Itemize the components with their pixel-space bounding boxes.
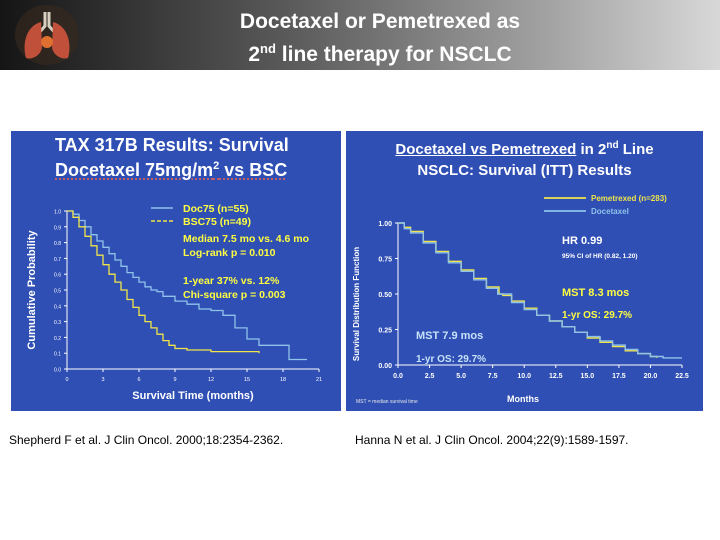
- left-title-line-1: TAX 317B Results: Survival: [55, 135, 289, 155]
- right-x-tick-label: 17.5: [612, 373, 626, 380]
- lungs-icon: [14, 4, 80, 66]
- left-x-tick-label: 21: [315, 377, 323, 383]
- title-line-2-sup: nd: [260, 41, 276, 56]
- left-x-tick-label: 9: [173, 377, 177, 383]
- right-x-tick-label: 0.0: [393, 373, 403, 380]
- left-title-line-2-sup: 2: [213, 160, 220, 172]
- left-y-tick-label: 0.2: [54, 335, 61, 342]
- left-annotation: 1-year 37% vs. 12%: [183, 275, 280, 287]
- right-ci-label: 95% CI of HR (0.82, 1.20): [562, 253, 638, 260]
- left-title-line-2-post: vs BSC: [219, 160, 288, 180]
- right-title-line-2: NSCLC: Survival (ITT) Results: [417, 162, 632, 179]
- left-x-tick-label: 0: [65, 377, 69, 383]
- left-annotation: Median 7.5 mo vs. 4.6 mo: [183, 233, 310, 245]
- title-bar: [0, 0, 720, 70]
- left-y-tick-label: 0.3: [54, 320, 61, 327]
- right-y-tick-label: 0.00: [378, 363, 392, 370]
- right-hr-label: HR 0.99: [562, 235, 603, 247]
- left-x-axis-label: Survival Time (months): [132, 390, 254, 402]
- left-x-tick-label: 3: [101, 377, 105, 383]
- left-annotation: Log-rank p = 0.010: [183, 247, 276, 259]
- right-y-axis-label: Survival Distribution Function: [352, 246, 361, 362]
- right-legend-label: Pemetrexed (n=283): [591, 194, 667, 203]
- left-caption: Shepherd F et al. J Clin Oncol. 2000;18:2354-2362.: [9, 433, 284, 447]
- right-km-chart: [346, 131, 703, 411]
- left-annotation: Chi-square p = 0.003: [183, 289, 286, 301]
- slide-title: [140, 8, 620, 68]
- title-line-2-post: line therapy for NSCLC: [275, 43, 512, 66]
- right-mst-pemetrexed: MST 8.3 mos: [562, 287, 630, 299]
- right-x-tick-label: 10.0: [517, 373, 532, 380]
- right-chart-panel: [346, 131, 703, 411]
- left-y-tick-label: 0.4: [54, 304, 61, 311]
- right-y-tick-label: 0.25: [378, 327, 392, 335]
- left-y-tick-label: 0.5: [54, 288, 61, 295]
- right-y-tick-label: 0.75: [378, 256, 392, 264]
- left-y-tick-label: 1.0: [54, 209, 61, 216]
- right-y-tick-label: 0.50: [378, 292, 392, 299]
- right-title-line-1-c: Line: [618, 141, 654, 158]
- right-x-axis-label: Months: [507, 394, 539, 404]
- right-x-tick-label: 12.5: [548, 373, 563, 380]
- left-y-tick-label: 0.1: [54, 351, 61, 358]
- right-x-tick-label: 5.0: [456, 373, 466, 380]
- right-footnote: MST = median survival time: [356, 399, 418, 405]
- left-y-tick-label: 0.0: [54, 367, 61, 374]
- left-x-tick-label: 12: [207, 377, 215, 383]
- left-y-axis-label: Cumulative Probability: [26, 230, 38, 350]
- right-mst-docetaxel: MST 7.9 mos: [416, 330, 484, 342]
- right-title-line-1-sup: nd: [606, 140, 619, 151]
- right-x-tick-label: 20.0: [643, 373, 658, 380]
- left-km-chart: [11, 131, 341, 411]
- right-title-line-1-b: in 2: [576, 141, 607, 158]
- title-line-1: Docetaxel or Pemetrexed as: [239, 10, 521, 33]
- left-x-tick-label: 6: [137, 377, 141, 383]
- right-caption: Hanna N et al. J Clin Oncol. 2004;22(9):1589-1597.: [355, 433, 629, 447]
- right-x-tick-label: 7.5: [487, 373, 498, 380]
- right-title-line-1-a: Docetaxel vs Pemetrexed: [395, 141, 577, 158]
- left-y-tick-label: 0.7: [54, 256, 61, 263]
- right-os-docetaxel: 1-yr OS: 29.7%: [416, 354, 487, 365]
- left-x-tick-label: 18: [279, 377, 287, 383]
- left-title-line-2-pre: Docetaxel 75mg/m: [55, 160, 214, 180]
- left-y-tick-label: 0.6: [54, 272, 61, 279]
- right-x-tick-label: 2.5: [424, 373, 435, 380]
- title-line-2-pre: 2: [248, 43, 261, 66]
- left-legend-label: BSC75 (n=49): [183, 216, 251, 228]
- title-line-2: [140, 35, 620, 68]
- right-os-pemetrexed: 1-yr OS: 29.7%: [562, 310, 633, 321]
- right-x-tick-label: 15.0: [580, 373, 595, 380]
- left-y-tick-label: 0.8: [54, 241, 61, 248]
- right-legend-label: Docetaxel: [591, 207, 629, 216]
- left-chart-panel: [11, 131, 341, 411]
- left-legend-label: Doc75 (n=55): [183, 203, 249, 215]
- right-y-tick-label: 1.00: [378, 221, 392, 228]
- left-y-tick-label: 0.9: [54, 225, 61, 232]
- left-x-tick-label: 15: [243, 377, 251, 383]
- right-x-tick-label: 22.5: [675, 373, 689, 380]
